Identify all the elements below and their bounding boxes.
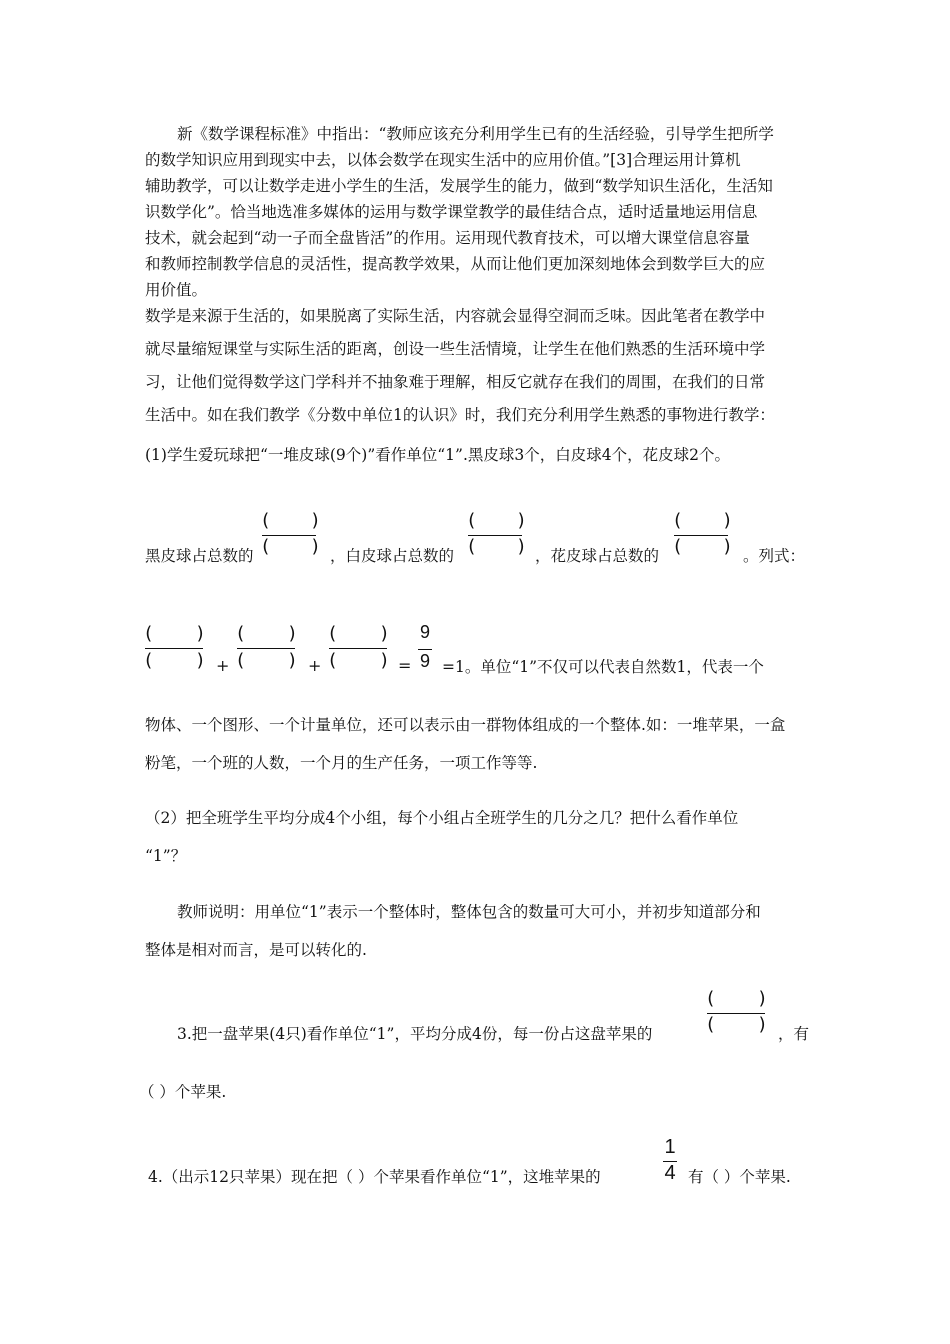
item3-text: 3.把一盘苹果(4只)看作单位“1”，平均分成4份，每一份占这盘苹果的 [177,1025,653,1043]
p2-line-4: 生活中。如在我们教学《分数中单位1的认识》时，我们充分利用学生熟悉的事物进行教学： [145,406,775,424]
plus-sign-2: + [308,656,322,675]
fraction-numerator: 9 [419,622,430,642]
fraction-denominator: 4 [664,1162,676,1184]
p1-line-5: 技术，就会起到“动一子而全盘皆活”的作用。运用现代教育技术，可以增大课堂信息容量 [145,229,750,247]
plus-sign-1: + [216,656,230,675]
fraction-nine-ninths [418,622,432,678]
unit-one-explanation: =1。单位“1”不仅可以代表自然数1，代表一个 [442,658,764,676]
p2-line-3: 习，让他们觉得数学这门学科并不抽象难于理解，相反它就存在我们的周围，在我们的日常 [145,373,766,391]
p1-line-2: 的数学知识应用到现实中去，以体会数学在现实生活中的应用价值。”[3]合理运用计算机 [145,151,741,169]
item3-line-2: （ ）个苹果. [139,1083,227,1101]
item2-line-2: “1”？ [145,847,187,865]
teacher-note-line-2: 整体是相对而言，是可以转化的. [145,941,367,959]
blank-fraction-black: ( ) ( ) [260,510,321,557]
eq-blank-fraction-1: ( ) ( ) [143,623,206,671]
p1-line-4: 识数学化”。恰当地选准多媒体的运用与数学课堂教学的最佳结合点，适时适量地运用信息 [145,203,758,221]
item3-blank-fraction: ( ) ( ) [705,988,768,1035]
unit-text-line-2: 粉笔，一个班的人数，一个月的生产任务，一项工作等等. [145,754,538,772]
black-ball-text: 黑皮球占总数的 [145,547,254,565]
fraction-one-quarter [663,1136,677,1186]
item2-line-1: （2）把全班学生平均分成4个小组，每个小组占全班学生的几分之几？把什么看作单位 [145,809,739,827]
blank-fraction-flower: ( ) ( ) [672,510,733,557]
item4-after: 有（ ）个苹果. [688,1168,791,1186]
item3-after: ，有 [778,1025,810,1043]
white-ball-text: ，白皮球占总数的 [330,547,455,565]
fraction-numerator: 1 [664,1136,676,1158]
p1-line-6: 和教师控制教学信息的灵活性，提高教学效果，从而让他们更加深刻地体会到数学巨大的应 [145,255,766,273]
item4-text: 4.（出示12只苹果）现在把（ ）个苹果看作单位“1”，这堆苹果的 [148,1168,601,1186]
unit-text-line-1: 物体、一个图形、一个计量单位，还可以表示由一群物体组成的一个整体.如：一堆苹果，一盒 [145,716,786,734]
p2-line-1: 数学是来源于生活的，如果脱离了实际生活，内容就会显得空洞而乏味。因此笔者在教学中 [145,307,766,325]
p1-line-1: 新《数学课程标准》中指出：“教师应该充分利用学生已有的生活经验，引导学生把所学 [177,125,774,143]
eq-blank-fraction-3: ( ) ( ) [327,623,390,671]
equation-label: 。列式： [743,547,806,565]
eq-blank-fraction-2: ( ) ( ) [235,623,298,671]
flower-ball-text: ，花皮球占总数的 [535,547,660,565]
fraction-denominator: 9 [419,651,430,671]
blank-fraction-white: ( ) ( ) [466,510,527,557]
teacher-note-line-1: 教师说明：用单位“1”表示一个整体时，整体包含的数量可大可小，并初步知道部分和 [177,903,761,921]
p2-line-2: 就尽量缩短课堂与实际生活的距离，创设一些生活情境，让学生在他们熟悉的生活环境中学 [145,340,766,358]
item1-line: (1)学生爱玩球把“一堆皮球(9个)”看作单位“1”.黑皮球3个，白皮球4个，花皮球2个。 [145,446,730,464]
equals-sign: = [398,656,412,675]
p1-line-7: 用价值。 [145,281,208,299]
p1-line-3: 辅助教学，可以让数学走进小学生的生活，发展学生的能力，做到“数学知识生活化，生活知 [145,177,773,195]
